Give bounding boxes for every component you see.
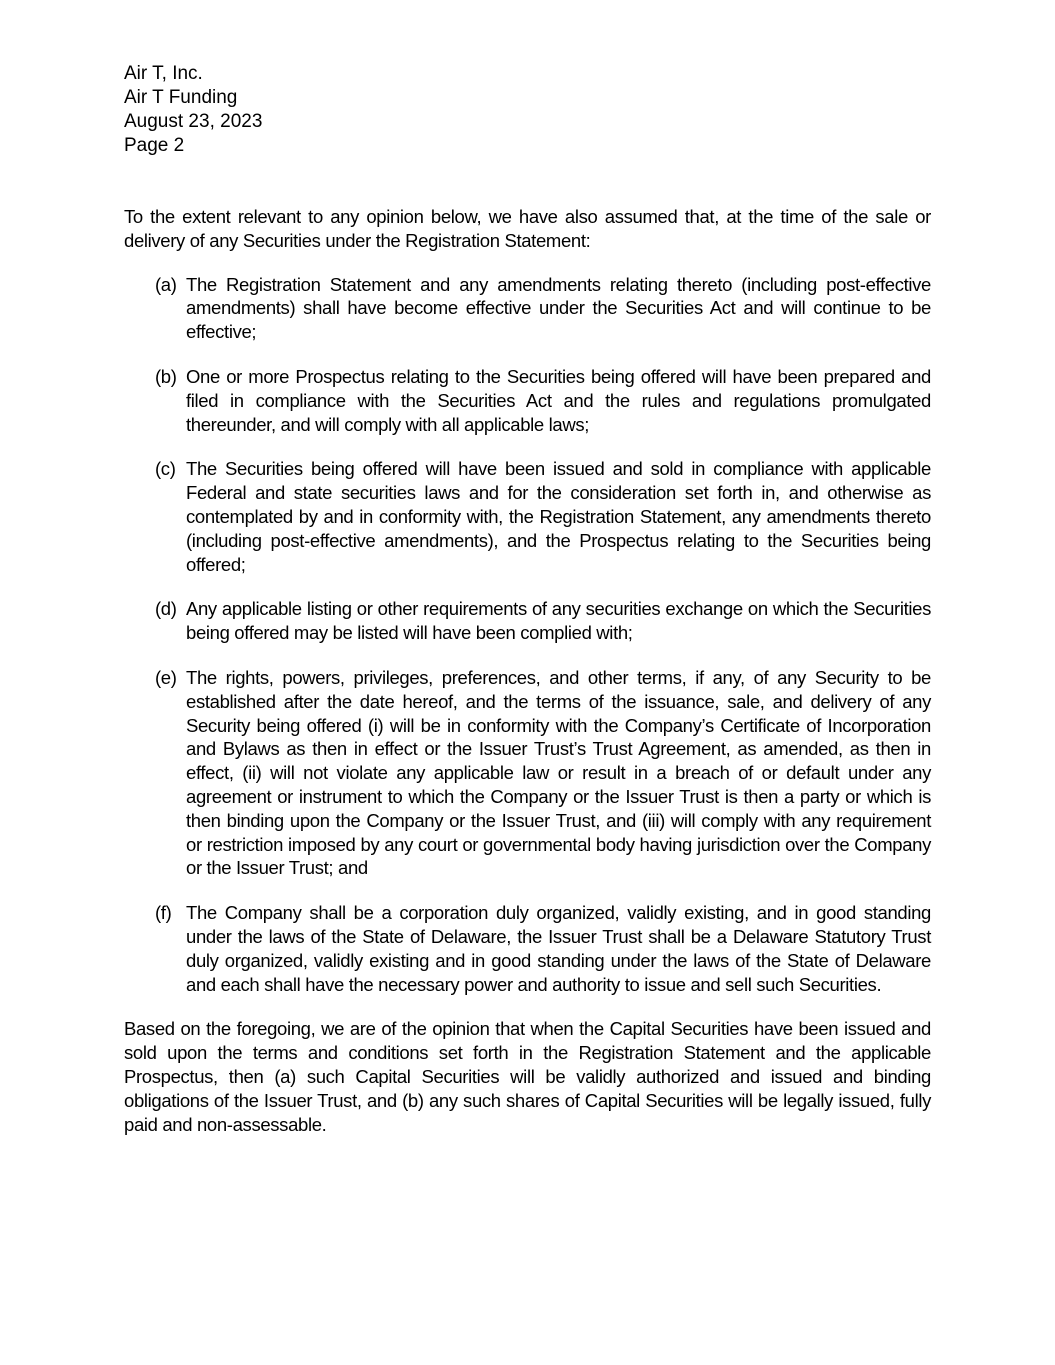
letter-body (124, 205, 931, 1136)
assumption-item-f (124, 901, 931, 996)
assumption-text: The Securities being offered will have been issued and sold in compliance with applicable Federal and state securities laws and for the consideration set forth in, and otherwise as contemplated by and in conformity with, the Registration Statement, any amendments thereto (including post-effective amendments), and the Prospectus relating to the Securities being offered; (186, 458, 931, 575)
letter-header (124, 62, 262, 158)
assumption-marker: (e) (155, 666, 177, 688)
assumption-item-a (124, 273, 931, 344)
header-company: Air T, Inc. (124, 63, 203, 84)
assumption-item-c (124, 457, 931, 576)
header-page-number: Page 2 (124, 135, 185, 156)
intro-paragraph: To the extent relevant to any opinion below, we have also assumed that, at the time of the sale or delivery of any Securities under the Registration Statement: (124, 206, 931, 251)
header-entity: Air T Funding (124, 87, 238, 108)
header-date: August 23, 2023 (124, 111, 263, 132)
assumption-text: One or more Prospectus relating to the Securities being offered will have been prepared and filed in compliance with the Securities Act and the rules and regulations promulgated thereunder, and will comply with all applicable laws; (186, 365, 931, 435)
assumption-marker: (f) (155, 902, 172, 924)
assumption-item-d (124, 597, 931, 645)
assumption-marker: (c) (155, 458, 176, 480)
conclusion-paragraph: Based on the foregoing, we are of the opinion that when the Capital Securities have been issued and sold upon the terms and conditions set forth in the Registration Statement and the applicable Prospectus, then (a) such Capital Securities will be validly authorized and issued and binding obligations of the Issuer Trust, and (b) any such shares of Capital Securities will be legally issued, fully paid and non-assessable. (124, 1018, 931, 1135)
assumption-text: The Company shall be a corporation duly organized, validly existing, and in good standing under the laws of the State of Delaware, the Issuer Trust shall be a Delaware Statutory Trust duly organized, validly existing and in good standing under the laws of the State of Delaware and each shall have the necessary power and authority to issue and sell such Securities. (186, 902, 931, 995)
assumption-marker: (b) (155, 365, 177, 387)
assumption-text: Any applicable listing or other requirements of any securities exchange on which the Securities being offered may be listed will have been complied with; (186, 598, 931, 644)
assumption-text: The rights, powers, privileges, preferences, and other terms, if any, of any Security to be established after the date hereof, and the terms of the issuance, sale, and delivery of any Security being offered (i) will be in conformity with the Company’s Certificate of Incorporation and Bylaws as then in effect or the Issuer Trust’s Trust Agreement, as amended, as then in effect, (ii) will not violate any applicable law or result in a breach of or default under any agreement or instrument to which the Company or the Issuer Trust is then a party or which is then binding upon the Company or the Issuer Trust, and (iii) will comply with any requirement or restriction imposed by any court or governmental body having jurisdiction over the Company or the Issuer Trust; and (186, 666, 931, 879)
assumption-marker: (a) (155, 273, 177, 295)
assumption-item-b (124, 365, 931, 436)
assumption-marker: (d) (155, 598, 177, 620)
assumption-text: The Registration Statement and any amendments relating thereto (including post-effective amendments) shall have become effective under the Securities Act and will continue to be effective; (186, 273, 931, 343)
assumption-item-e (124, 666, 931, 880)
assumptions-list (124, 273, 931, 997)
